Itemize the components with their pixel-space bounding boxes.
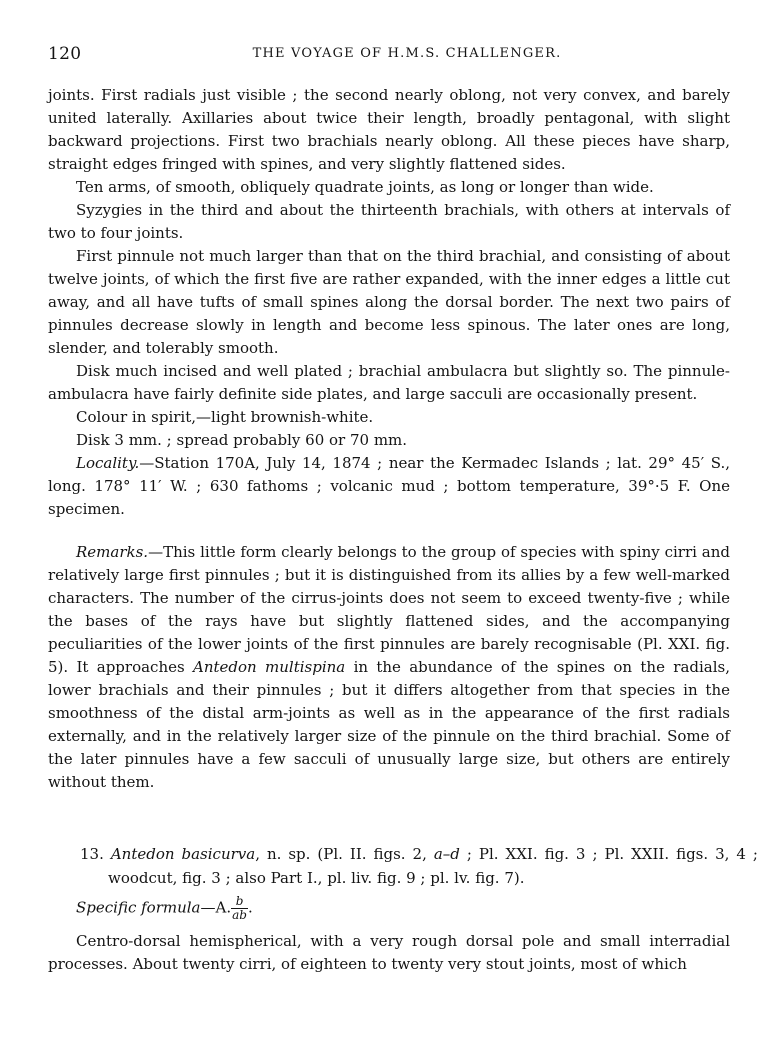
entry-text: , n. sp. (Pl. II. figs. 2, xyxy=(255,845,434,863)
running-title: THE VOYAGE OF H.M.S. CHALLENGER. xyxy=(252,46,562,61)
entry-figs: a–d xyxy=(433,845,460,863)
locality-label: Locality. xyxy=(76,454,140,472)
entry-text: ; Pl. XXI. fig. 3 ; Pl. XXII. figs. 3, 4 ; woodcut, fig. 3 ; also Part I., pl. liv. fig. 9 ; pl. lv. fig. 7). xyxy=(108,845,758,887)
species-name: Antedon multispina xyxy=(193,658,346,676)
new-species-description xyxy=(48,930,730,976)
formula-denominator: ab xyxy=(232,908,247,922)
entry-species-name: Antedon basicurva xyxy=(110,845,256,863)
locality-text: —Station 170A, July 14, 1874 ; near the Kermadec Islands ; lat. 29° 45′ S., long. 178° 11′ W. ; 630 fathoms ; volcanic mud ; bottom temperature, 39°·5 F. One specimen. xyxy=(48,454,730,518)
remarks-text: in the abundance of the spines on the radials, lower brachials and their pinnules ; but it differs altogether from that species in the smoothness of the distal arm-joints as well as in the appearance of the first radials externally, and in the relatively larger size of the pinnule on the third brachial. Some of the later pinnules have a few sacculi of unusually large size, but others are entirely without them. xyxy=(48,658,730,791)
formula-label: Specific formula xyxy=(76,898,201,917)
formula-prefix: —A. xyxy=(200,898,232,917)
page-number: 120 xyxy=(48,44,82,64)
closing-paragraph: Centro-dorsal hemispherical, with a very rough dorsal pole and small interradial processes. About twenty cirri, of eighteen to twenty very stout joints, most of which xyxy=(48,932,730,973)
description-paragraph: Disk much incised and well plated ; brachial ambulacra but slightly so. The pinnule-ambulacra have fairly definite side plates, and large sacculi are occasionally present. xyxy=(48,362,730,403)
page-header xyxy=(48,44,728,70)
entry-number: 13. xyxy=(80,845,104,863)
species-entry-heading xyxy=(80,842,758,890)
remarks-label: Remarks. xyxy=(76,543,149,561)
description-paragraph: Syzygies in the third and about the thirteenth brachials, with others at intervals of two to four joints. xyxy=(48,201,730,242)
description-paragraph: Disk 3 mm. ; spread probably 60 or 70 mm. xyxy=(76,431,408,449)
species-description xyxy=(48,84,730,521)
formula-suffix: . xyxy=(247,898,253,917)
locality-paragraph xyxy=(48,452,730,521)
remarks-text: —This little form clearly belongs to the group of species with spiny cirri and relatively large first pinnules ; but it is distinguished from its allies by a few well-marked characters. The number of the cirrus-joints does not seem to exceed twenty-five ; while the bases of the rays have but slightly flattened sides, and the accompanying peculiarities of the lower joints of the first pinnules are barely recognisable (Pl. XXI. fig. 5). It approaches xyxy=(48,543,730,676)
specific-formula xyxy=(76,895,253,922)
formula-fraction xyxy=(231,895,248,922)
description-paragraph: Colour in spirit,—light brownish-white. xyxy=(76,408,374,426)
description-paragraph: joints. First radials just visible ; the second nearly oblong, not very convex, and barely united laterally. Axillaries about twice their length, broadly pentagonal, with slight backward projections. First two brachials nearly oblong. All these pieces have sharp, straight edges fringed with spines, and very slightly flattened sides. xyxy=(48,86,730,173)
formula-numerator: b xyxy=(231,895,248,909)
description-paragraph: First pinnule not much larger than that on the third brachial, and consisting of about twelve joints, of which the first five are rather expanded, with the inner edges a little cut away, and all have tufts of small spines along the dorsal border. The next two pairs of pinnules decrease slowly in length and become less spinous. The later ones are long, slender, and tolerably smooth. xyxy=(48,247,730,357)
remarks-paragraph xyxy=(48,541,730,794)
description-paragraph: Ten arms, of smooth, obliquely quadrate joints, as long or longer than wide. xyxy=(76,178,654,196)
remarks-section xyxy=(48,541,730,794)
